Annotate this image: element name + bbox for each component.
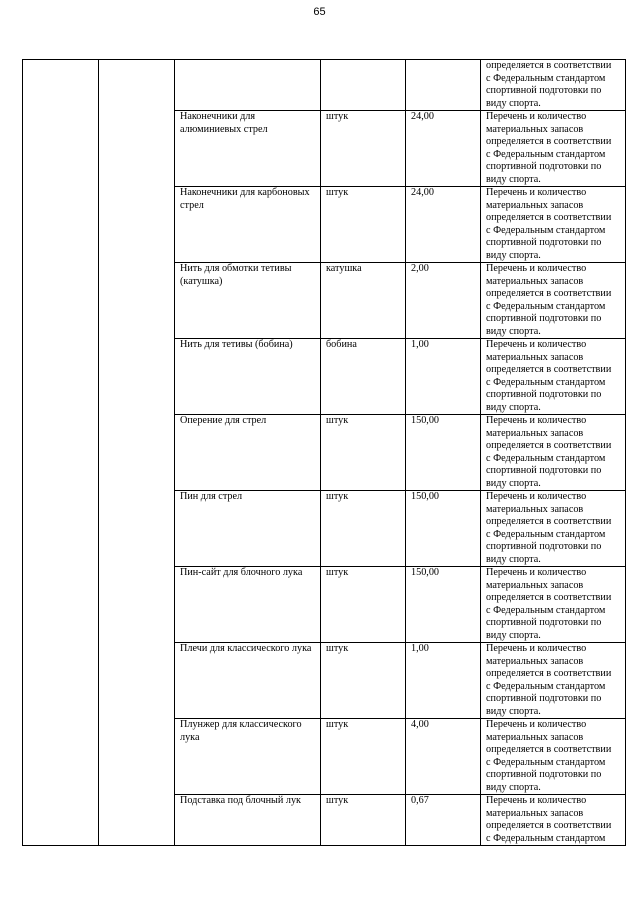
unit-cell: катушка: [321, 263, 406, 339]
quantity-cell: 24,00: [406, 111, 481, 187]
note-cell: Перечень и количество материальных запасов определяется в соответствии с Федеральным стандартом спортивной подготовки по виду спорта.: [481, 491, 626, 567]
name-cell: Пин-сайт для блочного лука: [175, 567, 321, 643]
note-cell: Перечень и количество материальных запасов определяется в соответствии с Федеральным стандартом спортивной подготовки по виду спорта.: [481, 339, 626, 415]
name-cell: Нить для тетивы (бобина): [175, 339, 321, 415]
quantity-cell: 2,00: [406, 263, 481, 339]
name-cell: Оперение для стрел: [175, 415, 321, 491]
note-cell: Перечень и количество материальных запасов определяется в соответствии с Федеральным стандартом спортивной подготовки по виду спорта.: [481, 111, 626, 187]
note-cell: Перечень и количество материальных запасов определяется в соответствии с Федеральным стандартом спортивной подготовки по виду спорта.: [481, 643, 626, 719]
quantity-cell: 1,00: [406, 339, 481, 415]
note-cell: Перечень и количество материальных запасов определяется в соответствии с Федеральным стандартом спортивной подготовки по виду спорта.: [481, 187, 626, 263]
name-cell: Наконечники для карбоновых стрел: [175, 187, 321, 263]
name-cell: [175, 60, 321, 111]
unit-cell: штук: [321, 795, 406, 846]
note-cell: Перечень и количество материальных запасов определяется в соответствии с Федеральным стандартом спортивной подготовки по виду спорта.: [481, 567, 626, 643]
quantity-cell: 4,00: [406, 719, 481, 795]
quantity-cell: [406, 60, 481, 111]
quantity-cell: 150,00: [406, 415, 481, 491]
name-cell: Наконечники для алюминиевых стрел: [175, 111, 321, 187]
quantity-cell: 150,00: [406, 491, 481, 567]
unit-cell: штук: [321, 187, 406, 263]
name-cell: Плунжер для классического лука: [175, 719, 321, 795]
quantity-cell: 24,00: [406, 187, 481, 263]
unit-cell: бобина: [321, 339, 406, 415]
note-cell: Перечень и количество материальных запасов определяется в соответствии с Федеральным стандартом спортивной подготовки по виду спорта.: [481, 415, 626, 491]
note-cell: Перечень и количество материальных запасов определяется в соответствии с Федеральным стандартом спортивной подготовки по виду спорта.: [481, 263, 626, 339]
unit-cell: штук: [321, 491, 406, 567]
materials-table: [22, 59, 626, 846]
name-cell: Пин для стрел: [175, 491, 321, 567]
merged-category-cell: [23, 60, 99, 846]
table-body: [23, 60, 626, 846]
quantity-cell: 150,00: [406, 567, 481, 643]
note-cell: Перечень и количество материальных запасов определяется в соответствии с Федеральным стандартом спортивной подготовки по виду спорта.: [481, 719, 626, 795]
merged-subcategory-cell: [99, 60, 175, 846]
page-number: 65: [313, 6, 326, 18]
unit-cell: штук: [321, 643, 406, 719]
quantity-cell: 1,00: [406, 643, 481, 719]
unit-cell: штук: [321, 719, 406, 795]
unit-cell: [321, 60, 406, 111]
table-row: [23, 60, 626, 111]
quantity-cell: 0,67: [406, 795, 481, 846]
unit-cell: штук: [321, 567, 406, 643]
name-cell: Подставка под блочный лук: [175, 795, 321, 846]
note-cell: определяется в соответствии с Федеральным стандартом спортивной подготовки по виду спорта.: [481, 60, 626, 111]
unit-cell: штук: [321, 415, 406, 491]
name-cell: Нить для обмотки тетивы (катушка): [175, 263, 321, 339]
unit-cell: штук: [321, 111, 406, 187]
name-cell: Плечи для классического лука: [175, 643, 321, 719]
note-cell: Перечень и количество материальных запасов определяется в соответствии с Федеральным стандартом: [481, 795, 626, 846]
